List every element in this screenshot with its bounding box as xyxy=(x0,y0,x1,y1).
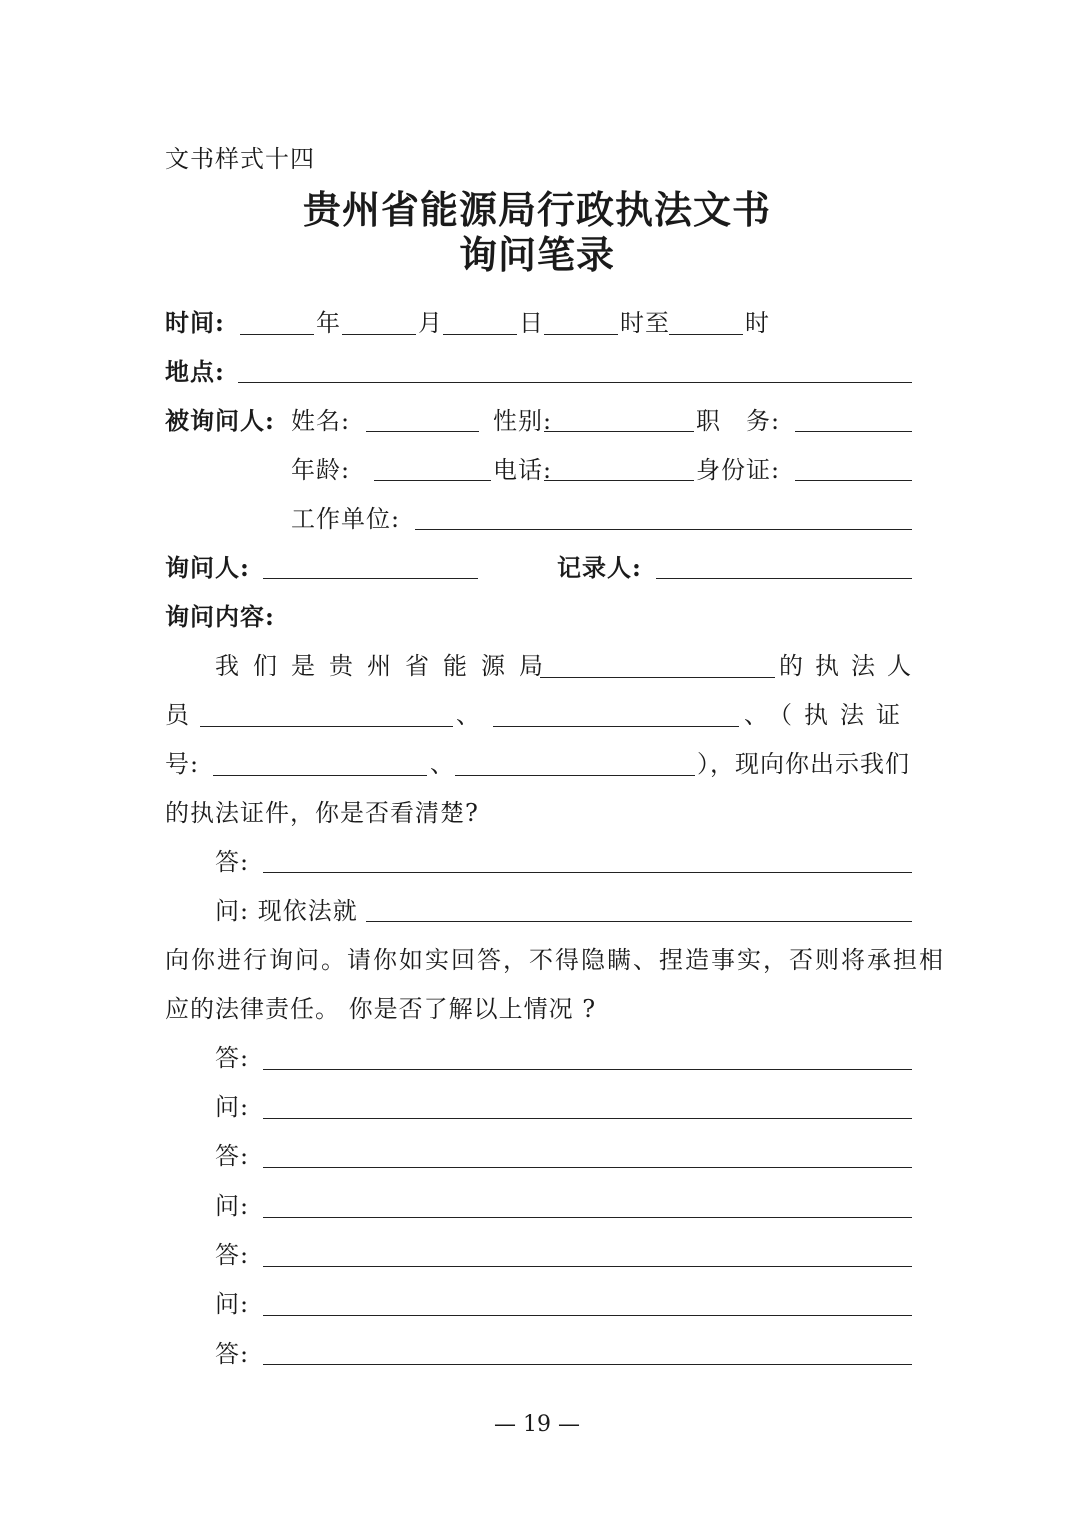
intro-line2-start: 员 xyxy=(165,701,190,729)
question-label: 问: xyxy=(215,1192,250,1220)
intro-text: 我们是贵州省能源局 xyxy=(215,652,557,680)
content-label: 询问内容: xyxy=(165,602,275,631)
officer1-blank[interactable] xyxy=(200,726,453,727)
answer-blank[interactable] xyxy=(263,1167,912,1168)
notice-line2: 应的法律责任。 你是否了解以上情况 ? xyxy=(165,995,597,1023)
recorder-label: 记录人: xyxy=(557,553,642,582)
intro-line3-end: ），现向你出示我们 xyxy=(697,750,910,778)
question-blank[interactable] xyxy=(263,1315,912,1316)
answer-label: 答: xyxy=(215,1241,250,1269)
age-blank[interactable] xyxy=(374,480,491,481)
question-label: 问: xyxy=(215,1093,250,1121)
page-number: — 19 — xyxy=(494,1412,580,1437)
cert2-blank[interactable] xyxy=(455,775,695,776)
form-label: 文书样式十四 xyxy=(165,145,315,173)
hour-to-unit: 时至 xyxy=(620,309,670,337)
cert1-blank[interactable] xyxy=(213,775,427,776)
employer-blank[interactable] xyxy=(415,529,912,530)
day-unit: 日 xyxy=(519,309,544,337)
intro-line2-end: 、（执法证 xyxy=(744,701,912,729)
month-unit: 月 xyxy=(418,309,443,337)
answer-label: 答: xyxy=(215,848,250,876)
document-subtitle: 询问笔录 xyxy=(458,232,615,277)
inquirer-blank[interactable] xyxy=(263,578,478,579)
intro-line1-start xyxy=(215,652,557,680)
answer-blank[interactable] xyxy=(263,1069,912,1070)
id-card-blank[interactable] xyxy=(795,480,912,481)
separator-2: 、 xyxy=(430,750,455,778)
answer-blank[interactable] xyxy=(263,872,912,873)
notice-line1: 向你进行询问。请你如实回答，不得隐瞒、捏造事实，否则将承担相 xyxy=(165,946,945,974)
question-blank[interactable] xyxy=(263,1217,912,1218)
answer-label: 答: xyxy=(215,1044,250,1072)
year-unit: 年 xyxy=(316,309,341,337)
question-blank[interactable] xyxy=(263,1118,912,1119)
hour-unit: 时 xyxy=(745,309,770,337)
position-blank[interactable] xyxy=(795,431,912,432)
start-hour-blank[interactable] xyxy=(544,334,618,335)
month-blank[interactable] xyxy=(342,334,416,335)
document-title: 贵州省能源局行政执法文书 xyxy=(302,187,771,232)
matter-blank[interactable] xyxy=(366,921,912,922)
question-label: 问: xyxy=(215,1290,250,1318)
phone-blank[interactable] xyxy=(544,480,694,481)
answer-blank[interactable] xyxy=(263,1364,912,1365)
answer-label: 答: xyxy=(215,1340,250,1368)
inquirer-label: 询问人: xyxy=(165,553,250,582)
place-label: 地点: xyxy=(165,357,225,386)
agency-blank[interactable] xyxy=(540,677,775,678)
gender-blank[interactable] xyxy=(544,431,694,432)
name-blank[interactable] xyxy=(366,431,479,432)
phone-label: 电话: xyxy=(493,456,553,484)
day-blank[interactable] xyxy=(443,334,517,335)
question-prefix: 问: 现依法就 xyxy=(215,897,358,925)
respondent-label: 被询问人: xyxy=(165,406,275,435)
time-label: 时间: xyxy=(165,308,225,337)
recorder-blank[interactable] xyxy=(656,578,912,579)
end-hour-blank[interactable] xyxy=(669,334,743,335)
age-label: 年龄: xyxy=(291,456,351,484)
intro-line4: 的执法证件，你是否看清楚? xyxy=(165,799,479,827)
id-card-label: 身份证: xyxy=(696,456,781,484)
intro-line3-start: 号: xyxy=(165,750,200,778)
separator-1: 、 xyxy=(456,701,481,729)
employer-label: 工作单位: xyxy=(291,505,401,533)
intro-line1-end: 的执法人 xyxy=(779,652,923,680)
year-blank[interactable] xyxy=(240,334,314,335)
answer-label: 答: xyxy=(215,1142,250,1170)
place-blank[interactable] xyxy=(238,382,912,383)
position-label: 职 务: xyxy=(696,407,781,435)
officer2-blank[interactable] xyxy=(493,726,739,727)
answer-blank[interactable] xyxy=(263,1266,912,1267)
gender-label: 性别: xyxy=(493,407,553,435)
name-label: 姓名: xyxy=(291,407,351,435)
